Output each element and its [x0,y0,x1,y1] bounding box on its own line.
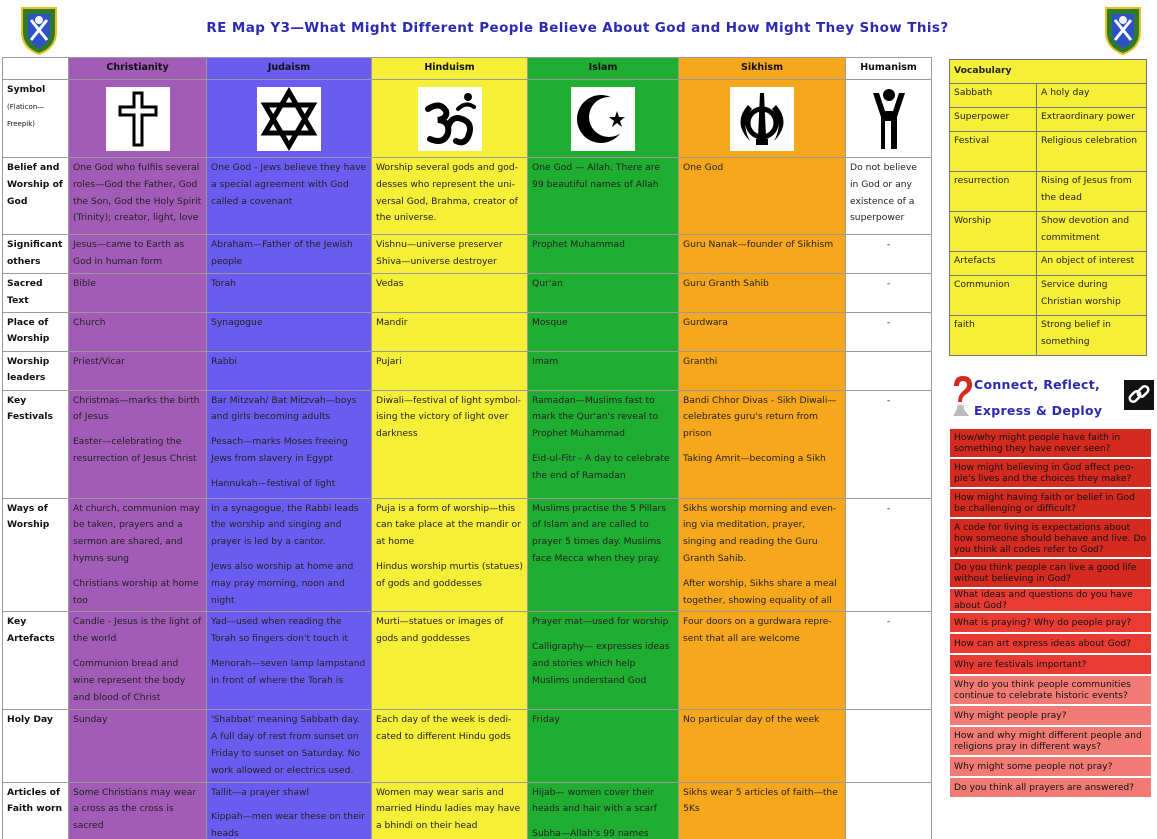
cell-text: Vishnu—universe preserver Shiva—universe destroyer [376,239,503,267]
cell-text: Kippah—men wear these on their heads [211,811,365,839]
table-row [3,312,932,351]
cell-text: Mandir [376,316,408,328]
cell-text: Do not believe in God or any existence of a superpower [850,162,917,224]
table-cell [69,612,207,710]
symbol-row [3,80,932,158]
vocabulary-term: Worship [950,212,1037,252]
column-header-sikhism: Sikhism [679,58,846,80]
table-cell [69,158,207,235]
school-crest-icon [20,6,58,56]
cell-text: Hijab— women cover their heads and hair with a scarf [532,786,657,815]
question-list [949,428,1152,798]
vocabulary-term: Communion [950,276,1037,316]
cell-text: Prayer mat—used for worship [532,616,669,628]
table-row [3,710,932,782]
vocabulary-term: resurrection [950,172,1037,212]
vocabulary-term: Sabbath [950,84,1037,108]
column-header-hinduism: Hinduism [372,58,528,80]
table-cell [207,158,372,235]
table-cell [207,612,372,710]
cell-text: Torah [211,278,236,289]
table-cell [679,710,846,782]
vocabulary-term: Artefacts [950,252,1037,276]
table-cell [372,782,528,839]
reflection-question: What ideas and questions do you have about God? [949,588,1152,612]
table-cell [372,498,528,612]
table-cell [528,782,679,839]
vocabulary-row [950,108,1147,132]
cell-text: Christmas—marks the birth of Jesus [73,394,200,423]
table-cell [846,312,932,351]
table-cell [207,498,372,612]
cell-text: Diwali—festival of light symbol-ising the victory of light over darkness [376,394,521,440]
table-cell [207,274,372,313]
table-row [3,390,932,498]
row-header-symbol [3,80,69,158]
cell-text: 'Shabbat' meaning Sabbath day. A full day of rest from sunset on Friday to sunset on Saturday. No work allowed or electrics used. [211,714,361,776]
table-cell [372,390,528,498]
table-cell [528,351,679,390]
question-mark-icon [949,374,975,418]
cell-text: Each day of the week is dedi-cated to different Hindu gods [376,714,512,743]
cell-text: Qur'an [532,278,563,289]
symbol-cell [69,80,207,158]
cell-text: Ramadan—Muslims fast to mark the Qur'an's reveal to Prophet Muhammad [532,394,659,440]
cell-text: Muslims practise the 5 Pillars of Islam and are called to prayer 5 times day. Muslims face Mecca when they pray. [532,502,667,564]
reflection-question: A code for living is expectations about how someone should behave and live. Do you think all codes refer to God? [949,518,1152,558]
cell-text: Synagogue [211,316,263,328]
cell-text: Bar Mitzvah/ Bat Mitzvah—boys and girls becoming adults [211,394,357,423]
table-cell [372,351,528,390]
reflection-question: Do you think all prayers are answered? [949,777,1152,798]
table-row [3,612,932,710]
vocabulary-row [950,84,1147,108]
row-header: Belief and Worship of God [3,158,69,235]
cell-text: Hannukah—festival of light [211,477,336,489]
reflection-question: Why might some people not pray? [949,756,1152,777]
vocabulary-definition: Show devotion and commitment [1037,212,1147,252]
cell-text: Abraham—Father of the Jewish people [211,239,353,267]
symbol-cell [846,80,932,158]
cell-text: Church [73,316,106,328]
table-cell [69,312,207,351]
reflection-question: How/why might people have faith in something they have never seen? [949,428,1152,458]
table-row [3,235,932,274]
row-header: Ways of Worship [3,498,69,612]
vocabulary-term: Superpower [950,108,1037,132]
table-cell [679,498,846,612]
cell-text: Vedas [376,278,404,289]
table-cell [528,235,679,274]
table-cell [207,710,372,782]
vocabulary-definition: Service during Christian worship [1037,276,1147,316]
chain-link-icon [1124,380,1154,410]
row-header: Place of Worship [3,312,69,351]
table-cell [528,158,679,235]
vocabulary-definition: Religious celebration [1037,132,1147,172]
vocabulary-row [950,316,1147,356]
cell-text: Candle - Jesus is the light of the world [73,616,202,645]
happy-human-icon [869,87,909,151]
table-cell [372,235,528,274]
table-cell [846,235,932,274]
row-header: Articles of Faith worn [3,782,69,839]
table-cell [679,312,846,351]
table-cell [679,390,846,498]
table-cell [207,312,372,351]
table-row [3,158,932,235]
cell-text: - [886,502,891,514]
reflection-question: What is praying? Why do people pray? [949,612,1152,633]
cell-text: Women may wear saris and married Hindu ladies may have a bhindi on their head [376,786,521,832]
column-header-christianity: Christianity [69,58,207,80]
column-header-islam: Islam [528,58,679,80]
vocabulary-term: faith [950,316,1037,356]
cell-text: Some Christians may wear a cross as the cross is sacred [73,786,197,832]
cell-text: Communion bread and wine represent the body and blood of Christ [73,657,186,703]
table-cell [69,390,207,498]
vocabulary-definition: Rising of Jesus from the dead [1037,172,1147,212]
religions-table [2,57,932,839]
table-cell [372,710,528,782]
table-cell [372,274,528,313]
vocabulary-row [950,212,1147,252]
table-cell [372,158,528,235]
reflection-question: Why might people pray? [949,705,1152,726]
table-row [3,782,932,839]
reflection-question: How and why might different people and religions pray in different ways? [949,726,1152,756]
cell-text: Calligraphy— expresses ideas and stories which help Muslims understand God [532,641,670,686]
row-header: Sacred Text [3,274,69,313]
vocabulary-definition: An object of interest [1037,252,1147,276]
cell-text: Pesach—marks Moses freeing Jews from slavery in Egypt [211,436,348,464]
cell-text: Friday [532,714,560,726]
table-cell [528,312,679,351]
table-cell [207,235,372,274]
symbol-cell [679,80,846,158]
cell-text: Mosque [532,316,568,328]
cell-text: Easter—celebrating the resurrection of Jesus Christ [73,436,197,464]
table-cell [846,782,932,839]
corner-cell [3,58,69,80]
row-header: Worship leaders [3,351,69,390]
table-cell [69,274,207,313]
table-cell [69,235,207,274]
star-of-david-icon [257,87,321,151]
cell-text: - [886,239,891,250]
cell-text: Granthi [683,355,718,367]
cell-text: Tallit—a prayer shawl [211,786,310,798]
symbol-cell [528,80,679,158]
cell-text: Gurdwara [683,316,728,328]
symbol-cell [207,80,372,158]
cell-text: - [886,616,891,628]
cell-text: In a synagogue, the Rabbi leads the worship and singing and prayer is led by a cantor. [211,502,359,548]
cell-text: Murti—statues or images of gods and goddesses [376,616,504,645]
school-crest-icon [1104,6,1142,56]
cell-text: Jews also worship at home and may pray morning, noon and night [211,560,354,606]
vocabulary-definition: Extraordinary power [1037,108,1147,132]
cell-text: Subha—Allah's 99 names [532,828,649,839]
cell-text: Bible [73,278,96,289]
cell-text: Guru Nanak—founder of Sikhism [683,239,834,250]
table-cell [846,498,932,612]
table-cell [207,782,372,839]
cell-text: Priest/Vicar [73,355,125,367]
table-cell [207,351,372,390]
table-cell [528,274,679,313]
cell-text: Jesus—came to Earth as God in human form [73,239,185,267]
symbol-cell [372,80,528,158]
table-cell [846,710,932,782]
cell-text: Sunday [73,714,108,726]
crd-title-line1: Connect, Reflect, [974,377,1101,392]
cell-text: Rabbi [211,355,238,367]
cell-text: Christians worship at home too [73,577,199,606]
table-cell [69,782,207,839]
vocabulary-definition: Strong belief in something [1037,316,1147,356]
cell-text: At church, communion may be taken, prayers and a sermon are shared, and hymns sung [73,502,200,564]
cell-text: Prophet Muhammad [532,239,625,250]
reflection-question: How might believing in God affect peo-ple's lives and the choices they make? [949,458,1152,488]
cell-text: Hindus worship murtis (statues) of gods and goddesses [376,560,523,589]
table-cell [679,158,846,235]
cell-text: Sikhs wear 5 articles of faith—the 5Ks [683,786,838,815]
symbol-credit: (Flaticon—Freepik) [7,102,45,128]
table-cell [69,351,207,390]
cell-text: One God - Jews believe they have a special agreement with God called a covenant [211,162,367,207]
table-cell [679,235,846,274]
connect-reflect-header [949,374,1154,424]
table-cell [679,782,846,839]
cell-text: Bandi Chhor Divas - Sikh Diwali—celebrates guru's return from prison [683,394,837,440]
table-cell [679,274,846,313]
page-title: RE Map Y3—What Might Different People Believe About God and How Might They Show This? [206,20,949,36]
table-cell [372,612,528,710]
table-cell [69,498,207,612]
reflection-question: How might having faith or belief in God be challenging or difficult? [949,488,1152,518]
table-row [3,274,932,313]
vocabulary-term: Festival [950,132,1037,172]
row-header: Significant others [3,235,69,274]
table-row [3,498,932,612]
cell-text: One God — Allah. There are 99 beautiful names of Allah [532,162,661,190]
cell-text: Guru Granth Sahib [683,278,769,289]
row-header: Key Artefacts [3,612,69,710]
table-cell [846,612,932,710]
table-cell [528,498,679,612]
table-row [3,351,932,390]
vocabulary-row [950,132,1147,172]
column-header-humanism: Humanism [846,58,932,80]
vocabulary-table [949,59,1147,356]
reflection-question: Why do you think people communities continue to celebrate historic events? [949,675,1152,705]
cell-text: Four doors on a gurdwara repre-sent that all are welcome [683,616,832,645]
table-cell [69,710,207,782]
table-cell [528,710,679,782]
table-cell [846,351,932,390]
vocabulary-row [950,276,1147,316]
row-header: Key Festivals [3,390,69,498]
vocabulary-row [950,172,1147,212]
khanda-icon [730,87,794,151]
cell-text: Sikhs worship morning and even-ing via meditation, prayer, singing and reading the Guru Granth Sahib. [683,502,837,564]
reflection-question: Do you think people can live a good life without believing in God? [949,558,1152,588]
cell-text: - [886,278,891,289]
table-cell [846,274,932,313]
table-cell [207,390,372,498]
cell-text: One God who fulfils several roles—God the Father, God the Son, God the Holy Spirit (Trinity); creator, light, love [73,162,202,224]
cell-text: Puja is a form of worship—this can take place at the mandir or at home [376,502,521,548]
cell-text: No particular day of the week [683,714,820,726]
table-cell [372,312,528,351]
crd-title-line2: Express & Deploy [974,403,1103,418]
cell-text: Imam [532,355,559,367]
header-row [3,58,932,80]
table-cell [528,612,679,710]
cell-text: Pujari [376,355,402,367]
om-icon [418,87,482,151]
cell-text: - [886,394,891,406]
cell-text: Taking Amrit—becoming a Sikh [683,452,826,464]
cell-text: Worship several gods and god-desses who represent the uni-versal God, Brahma, creator of the universe. [376,162,519,224]
column-header-judaism: Judaism [207,58,372,80]
table-cell [679,351,846,390]
cell-text: Menorah—seven lamp lampstand in front of where the Torah is [211,657,366,686]
crescent-star-icon [571,87,635,151]
vocabulary-heading: Vocabulary [950,60,1147,84]
cell-text: Eid-ul-Fitr - A day to celebrate the end of Ramadan [532,452,670,481]
table-cell [528,390,679,498]
cell-text: One God [683,162,724,173]
cell-text: Yad—used when reading the Torah so fingers don't touch it [211,616,349,645]
row-header: Holy Day [3,710,69,782]
reflection-question: Why are festivals important? [949,654,1152,675]
christian-cross-icon [106,87,170,151]
table-cell [846,158,932,235]
vocabulary-row [950,252,1147,276]
table-cell [846,390,932,498]
row-label: Symbol [7,84,46,95]
reflection-question: How can art express ideas about God? [949,633,1152,654]
table-cell [679,612,846,710]
cell-text: After worship, Sikhs share a meal together, showing equality of all [683,577,837,606]
cell-text: - [886,316,891,328]
vocabulary-definition: A holy day [1037,84,1147,108]
